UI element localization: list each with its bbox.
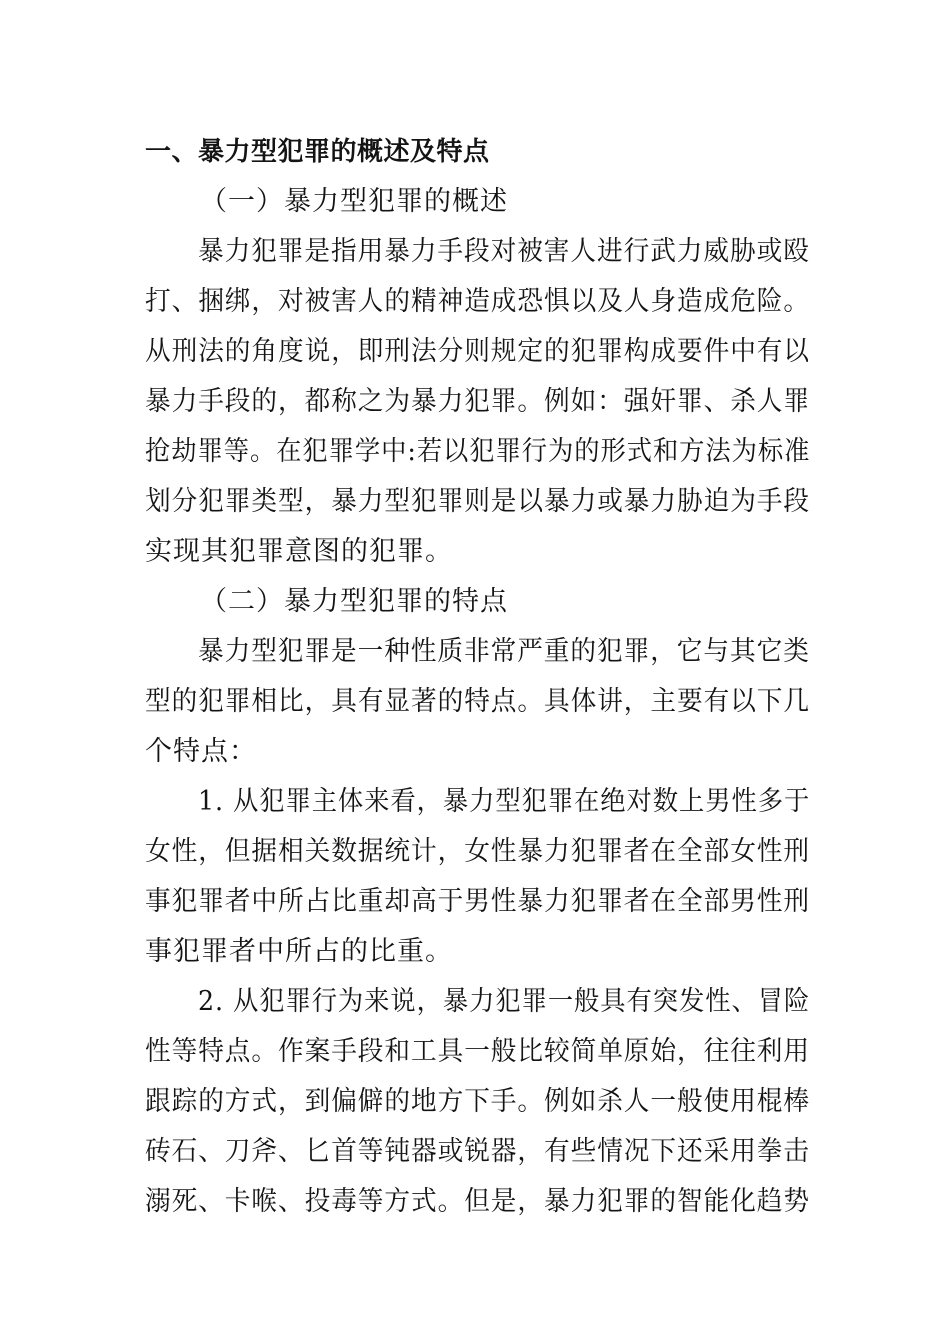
subsection-title-features: （二）暴力型犯罪的特点 <box>200 586 508 617</box>
list-item-line: 跟踪的方式，到偏僻的地方下手。例如杀人一般使用棍棒 <box>145 1086 810 1117</box>
paragraph-line: 暴力犯罪是指用暴力手段对被害人进行武力威胁或殴 <box>198 236 810 267</box>
paragraph-line: 划分犯罪类型，暴力型犯罪则是以暴力或暴力胁迫为手段 <box>145 486 810 517</box>
list-item-line: 1. 从犯罪主体来看，暴力型犯罪在绝对数上男性多于 <box>198 786 811 817</box>
list-item-line: 事犯罪者中所占的比重。 <box>145 936 453 967</box>
paragraph-line: 打、捆绑，对被害人的精神造成恐惧以及人身造成危险。 <box>145 286 810 317</box>
paragraph-line: 型的犯罪相比，具有显著的特点。具体讲，主要有以下几 <box>145 686 810 717</box>
subsection-title-overview: （一）暴力型犯罪的概述 <box>200 186 508 217</box>
paragraph-line: 实现其犯罪意图的犯罪。 <box>145 536 453 567</box>
list-item-line: 砖石、刀斧、匕首等钝器或锐器，有些情况下还采用拳击 <box>145 1136 810 1167</box>
paragraph-line: 暴力型犯罪是一种性质非常严重的犯罪，它与其它类 <box>198 636 810 667</box>
list-item-line: 溺死、卡喉、投毒等方式。但是，暴力犯罪的智能化趋势 <box>145 1186 810 1217</box>
paragraph-line: 暴力手段的，都称之为暴力犯罪。例如：强奸罪、杀人罪 <box>145 386 810 417</box>
paragraph-line: 抢劫罪等。在犯罪学中:若以犯罪行为的形式和方法为标准 <box>145 436 811 467</box>
list-item-line: 性等特点。作案手段和工具一般比较简单原始，往往利用 <box>145 1036 810 1067</box>
list-item-line: 事犯罪者中所占比重却高于男性暴力犯罪者在全部男性刑 <box>145 886 810 917</box>
list-item-line: 2. 从犯罪行为来说，暴力犯罪一般具有突发性、冒险 <box>198 986 811 1017</box>
list-item-line: 女性，但据相关数据统计，女性暴力犯罪者在全部女性刑 <box>145 836 810 867</box>
paragraph-line: 从刑法的角度说，即刑法分则规定的犯罪构成要件中有以 <box>145 336 810 367</box>
section-heading: 一、暴力型犯罪的概述及特点 <box>145 137 490 167</box>
paragraph-line: 个特点： <box>145 736 257 767</box>
